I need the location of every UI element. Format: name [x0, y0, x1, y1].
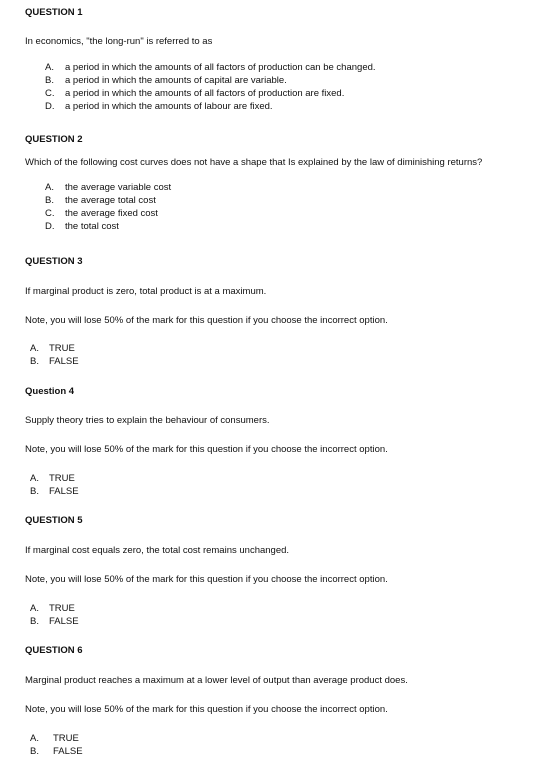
option-letter: C.: [45, 208, 55, 219]
question-1: [25, 6, 545, 113]
option-true[interactable]: [25, 472, 545, 485]
option-b[interactable]: [25, 74, 545, 87]
option-letter: B.: [30, 356, 39, 367]
question-4: [25, 385, 545, 498]
option-letter: C.: [45, 88, 55, 99]
option-text: TRUE: [49, 603, 75, 614]
option-letter: D.: [45, 101, 55, 112]
question-5: [25, 514, 545, 628]
option-text: a period in which the amounts of capital are variable.: [65, 75, 287, 86]
option-text: FALSE: [49, 616, 79, 627]
option-false[interactable]: [25, 615, 545, 628]
option-text: a period in which the amounts of labour are fixed.: [65, 101, 273, 112]
question-3: [25, 255, 545, 368]
penalty-note: Note, you will lose 50% of the mark for this question if you choose the incorrect option.: [25, 704, 388, 715]
question-heading: QUESTION 5: [25, 515, 83, 526]
option-c[interactable]: [25, 87, 545, 100]
option-list: [25, 472, 545, 498]
option-b[interactable]: [25, 194, 545, 207]
question-heading: QUESTION 6: [25, 645, 83, 656]
option-text: TRUE: [53, 733, 79, 744]
option-letter: B.: [30, 746, 39, 757]
option-a[interactable]: [25, 181, 545, 194]
question-text: Which of the following cost curves does not have a shape that Is explained by the law of diminishing returns?: [25, 157, 483, 168]
option-text: the average fixed cost: [65, 208, 158, 219]
penalty-note: Note, you will lose 50% of the mark for this question if you choose the incorrect option.: [25, 444, 388, 455]
option-d[interactable]: [25, 100, 545, 113]
option-text: FALSE: [49, 356, 79, 367]
option-text: a period in which the amounts of all factors of production are fixed.: [65, 88, 345, 99]
option-text: the average variable cost: [65, 182, 172, 193]
option-letter: B.: [30, 486, 39, 497]
option-letter: A.: [45, 182, 54, 193]
question-text: Marginal product reaches a maximum at a lower level of output than average product does.: [25, 675, 408, 686]
option-text: the average total cost: [65, 195, 156, 206]
question-text: Supply theory tries to explain the behaviour of consumers.: [25, 415, 270, 426]
question-6: [25, 644, 545, 758]
option-text: FALSE: [53, 746, 83, 757]
option-list: [25, 181, 545, 233]
option-list: [25, 602, 545, 628]
option-letter: A.: [30, 733, 39, 744]
question-heading: QUESTION 1: [25, 7, 83, 18]
option-false[interactable]: [25, 355, 545, 368]
option-text: the total cost: [65, 221, 119, 232]
option-list: [25, 732, 545, 758]
option-false[interactable]: [25, 745, 545, 758]
option-text: TRUE: [49, 473, 75, 484]
option-list: [25, 342, 545, 368]
question-heading: QUESTION 3: [25, 256, 83, 267]
option-letter: A.: [30, 603, 39, 614]
option-d[interactable]: [25, 220, 545, 233]
option-true[interactable]: [25, 342, 545, 355]
question-text: If marginal product is zero, total product is at a maximum.: [25, 286, 267, 297]
option-list: [25, 61, 545, 113]
option-text: a period in which the amounts of all factors of production can be changed.: [65, 62, 376, 73]
option-text: TRUE: [49, 343, 75, 354]
option-false[interactable]: [25, 485, 545, 498]
option-letter: A.: [30, 343, 39, 354]
question-heading: Question 4: [25, 386, 75, 397]
option-a[interactable]: [25, 61, 545, 74]
option-true[interactable]: [25, 732, 545, 745]
question-heading: QUESTION 2: [25, 134, 83, 145]
option-letter: A.: [45, 62, 54, 73]
option-text: FALSE: [49, 486, 79, 497]
question-text: If marginal cost equals zero, the total cost remains unchanged.: [25, 545, 290, 556]
option-c[interactable]: [25, 207, 545, 220]
question-2: [25, 133, 545, 233]
option-letter: B.: [45, 75, 54, 86]
penalty-note: Note, you will lose 50% of the mark for this question if you choose the incorrect option.: [25, 315, 388, 326]
option-true[interactable]: [25, 602, 545, 615]
option-letter: A.: [30, 473, 39, 484]
option-letter: B.: [45, 195, 54, 206]
penalty-note: Note, you will lose 50% of the mark for this question if you choose the incorrect option.: [25, 574, 388, 585]
option-letter: D.: [45, 221, 55, 232]
option-letter: B.: [30, 616, 39, 627]
question-text: In economics, "the long-run" is referred to as: [25, 36, 213, 47]
